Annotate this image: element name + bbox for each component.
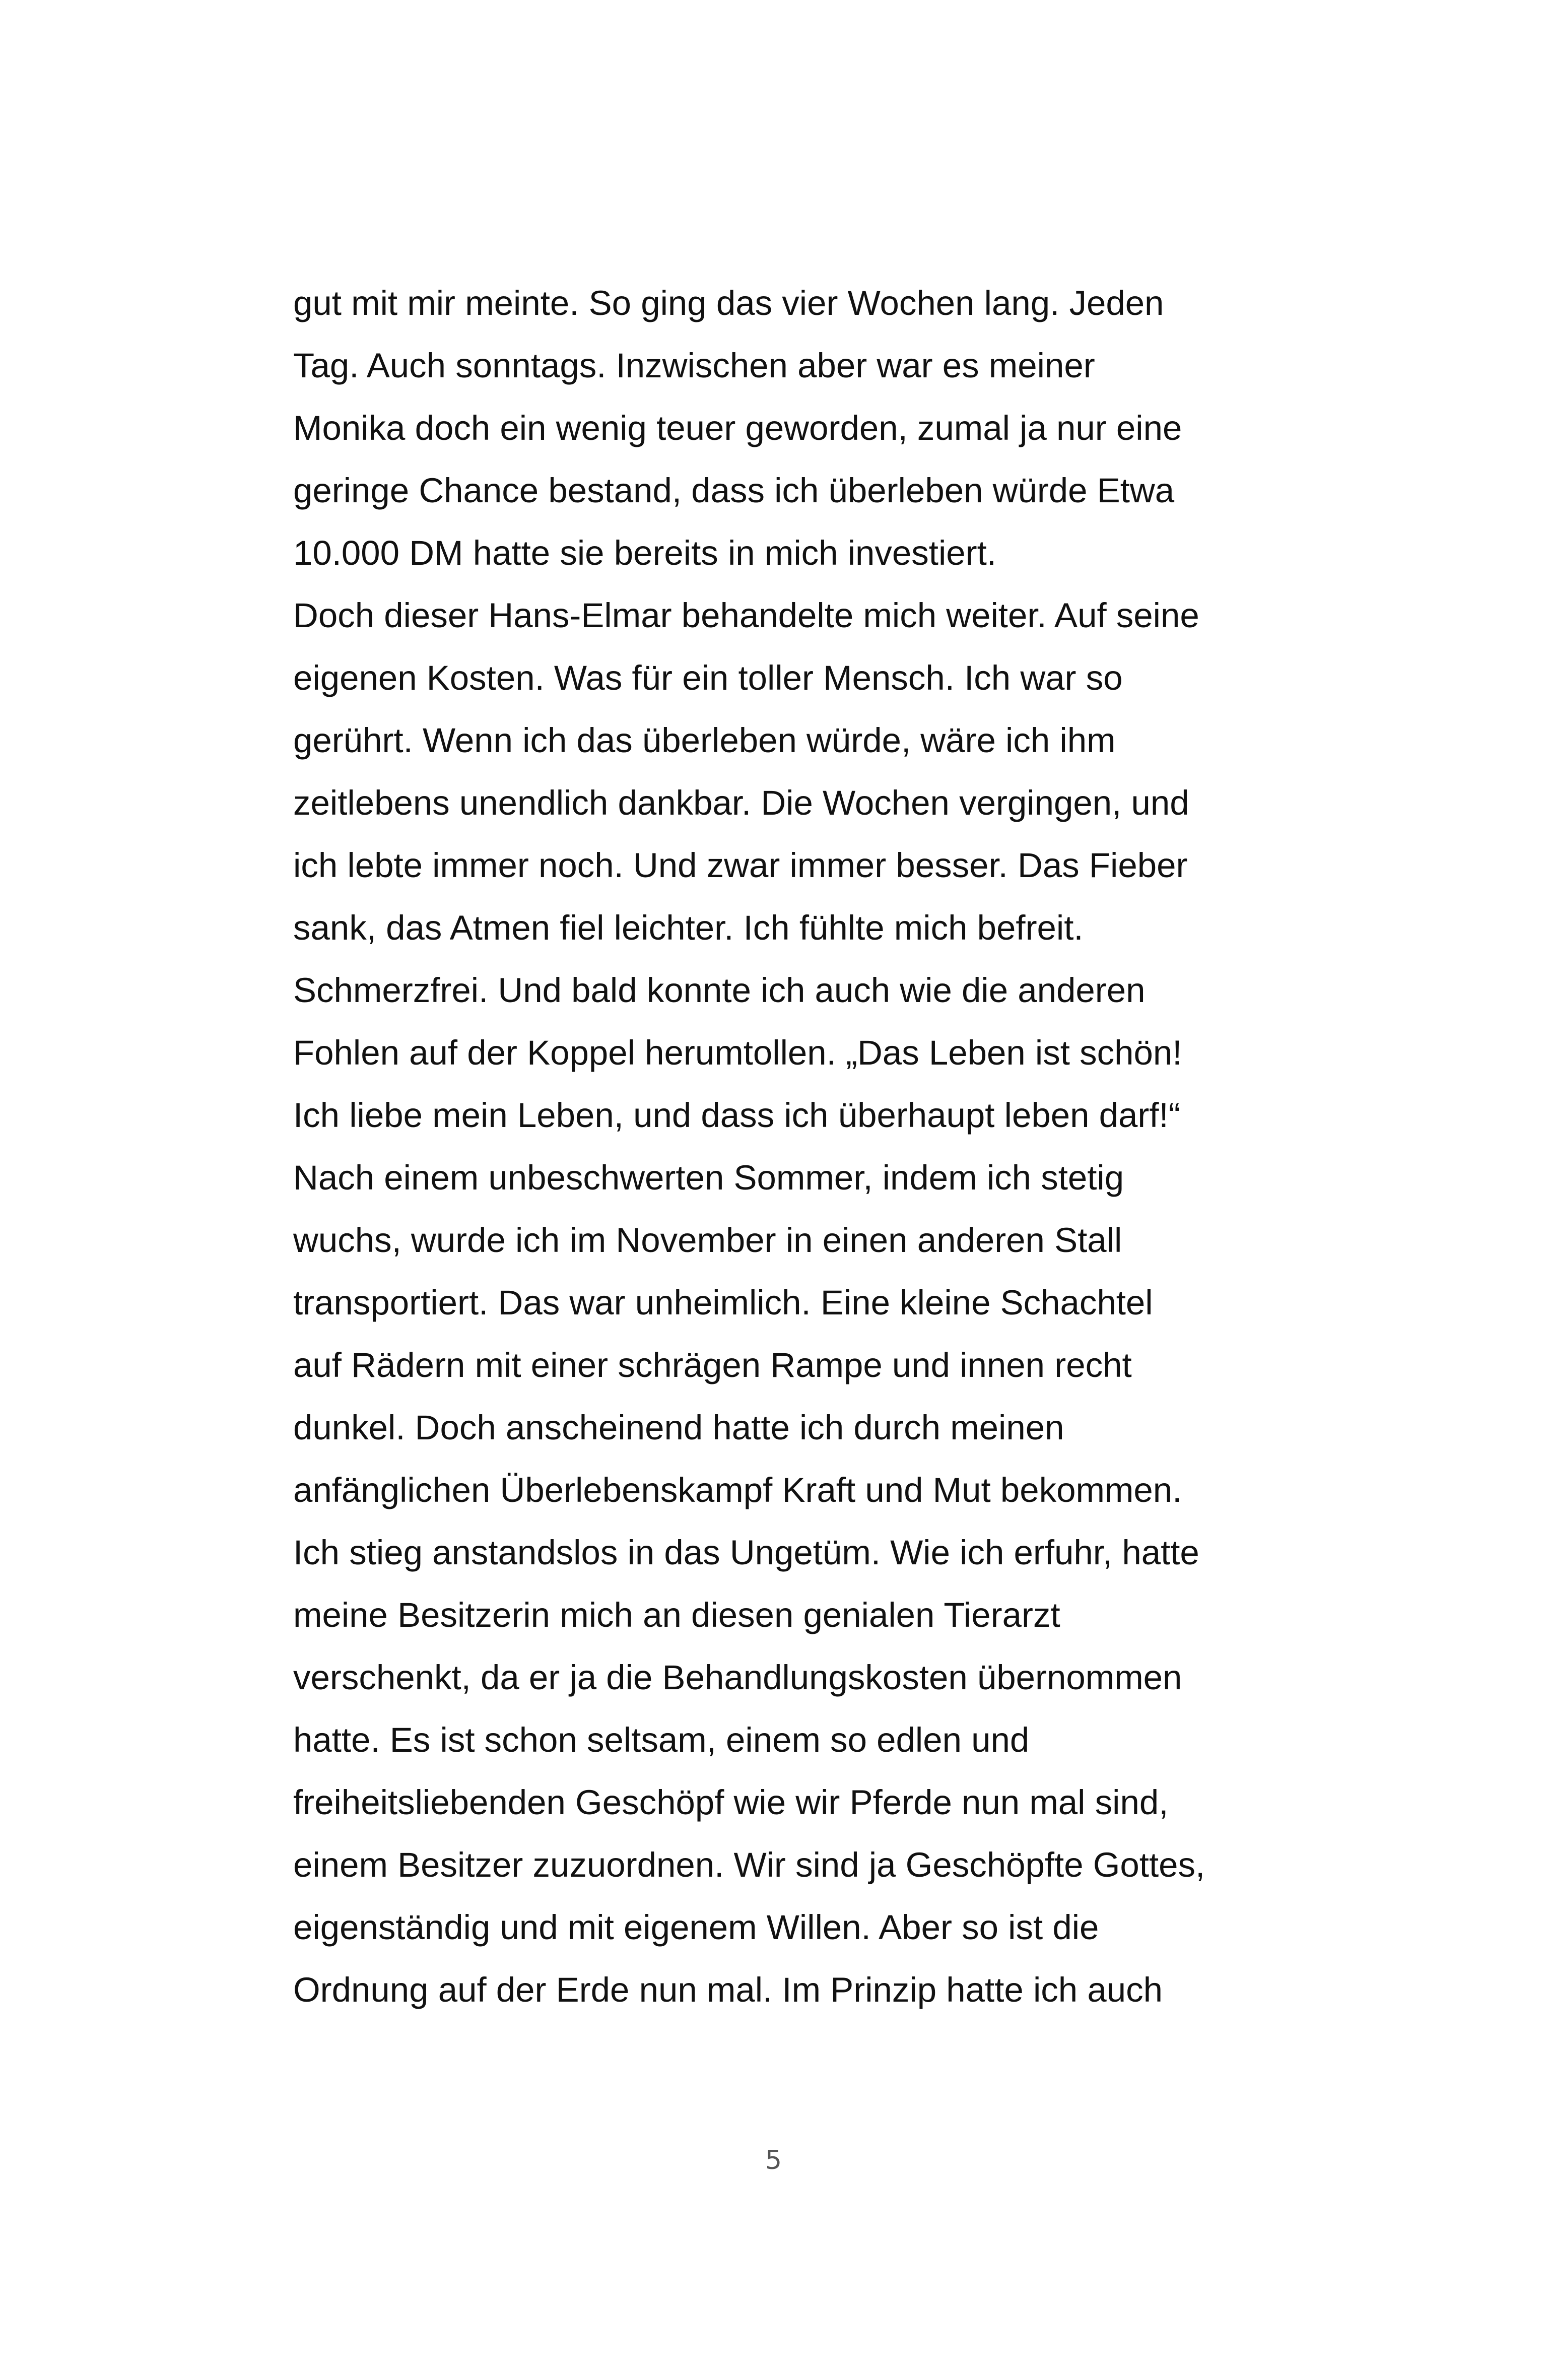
text-line: einem Besitzer zuzuordnen. Wir sind ja Geschöpfte Gottes, <box>293 1845 1205 1884</box>
text-line: Ich stieg anstandslos in das Ungetüm. Wie ich erfuhr, hatte <box>293 1533 1199 1572</box>
text-line: anfänglichen Überlebenskampf Kraft und Mut bekommen. <box>293 1471 1182 1509</box>
body-text <box>293 272 1301 2021</box>
text-line: freiheitsliebenden Geschöpf wie wir Pferde nun mal sind, <box>293 1783 1169 1822</box>
page-number: 5 <box>765 2145 782 2175</box>
text-line: Nach einem unbeschwerten Sommer, indem ich stetig <box>293 1158 1124 1197</box>
text-line: sank, das Atmen fiel leichter. Ich fühlte mich befreit. <box>293 908 1084 947</box>
text-line: Doch dieser Hans-Elmar behandelte mich weiter. Auf seine <box>293 596 1199 635</box>
text-line: meine Besitzerin mich an diesen genialen Tierarzt <box>293 1596 1060 1634</box>
text-line: Schmerzfrei. Und bald konnte ich auch wie die anderen <box>293 971 1146 1010</box>
text-line: eigenständig und mit eigenem Willen. Aber so ist die <box>293 1908 1099 1947</box>
text-line: hatte. Es ist schon seltsam, einem so edlen und <box>293 1721 1030 1759</box>
text-line: Fohlen auf der Koppel herumtollen. „Das Leben ist schön! <box>293 1033 1182 1072</box>
text-line: transportiert. Das war unheimlich. Eine kleine Schachtel <box>293 1283 1153 1322</box>
text-line: zeitlebens unendlich dankbar. Die Wochen vergingen, und <box>293 783 1189 822</box>
text-line: geringe Chance bestand, dass ich überleben würde Etwa <box>293 471 1175 510</box>
text-line: Ich liebe mein Leben, und dass ich überhaupt leben darf!“ <box>293 1096 1180 1135</box>
text-line: 10.000 DM hatte sie bereits in mich investiert. <box>293 534 996 572</box>
text-line: Ordnung auf der Erde nun mal. Im Prinzip hatte ich auch <box>293 1970 1163 2009</box>
text-line: ich lebte immer noch. Und zwar immer besser. Das Fieber <box>293 846 1188 885</box>
text-line: Tag. Auch sonntags. Inzwischen aber war es meiner <box>293 346 1095 385</box>
text-line: eigenen Kosten. Was für ein toller Mensch. Ich war so <box>293 658 1123 697</box>
text-line: wuchs, wurde ich im November in einen anderen Stall <box>293 1221 1122 1260</box>
text-line: dunkel. Doch anscheinend hatte ich durch meinen <box>293 1408 1064 1447</box>
text-line: verschenkt, da er ja die Behandlungskosten übernommen <box>293 1658 1182 1697</box>
text-line: Monika doch ein wenig teuer geworden, zumal ja nur eine <box>293 409 1182 447</box>
text-line: auf Rädern mit einer schrägen Rampe und innen recht <box>293 1346 1132 1384</box>
text-line: gut mit mir meinte. So ging das vier Wochen lang. Jeden <box>293 284 1164 322</box>
text-line: gerührt. Wenn ich das überleben würde, wäre ich ihm <box>293 721 1116 760</box>
